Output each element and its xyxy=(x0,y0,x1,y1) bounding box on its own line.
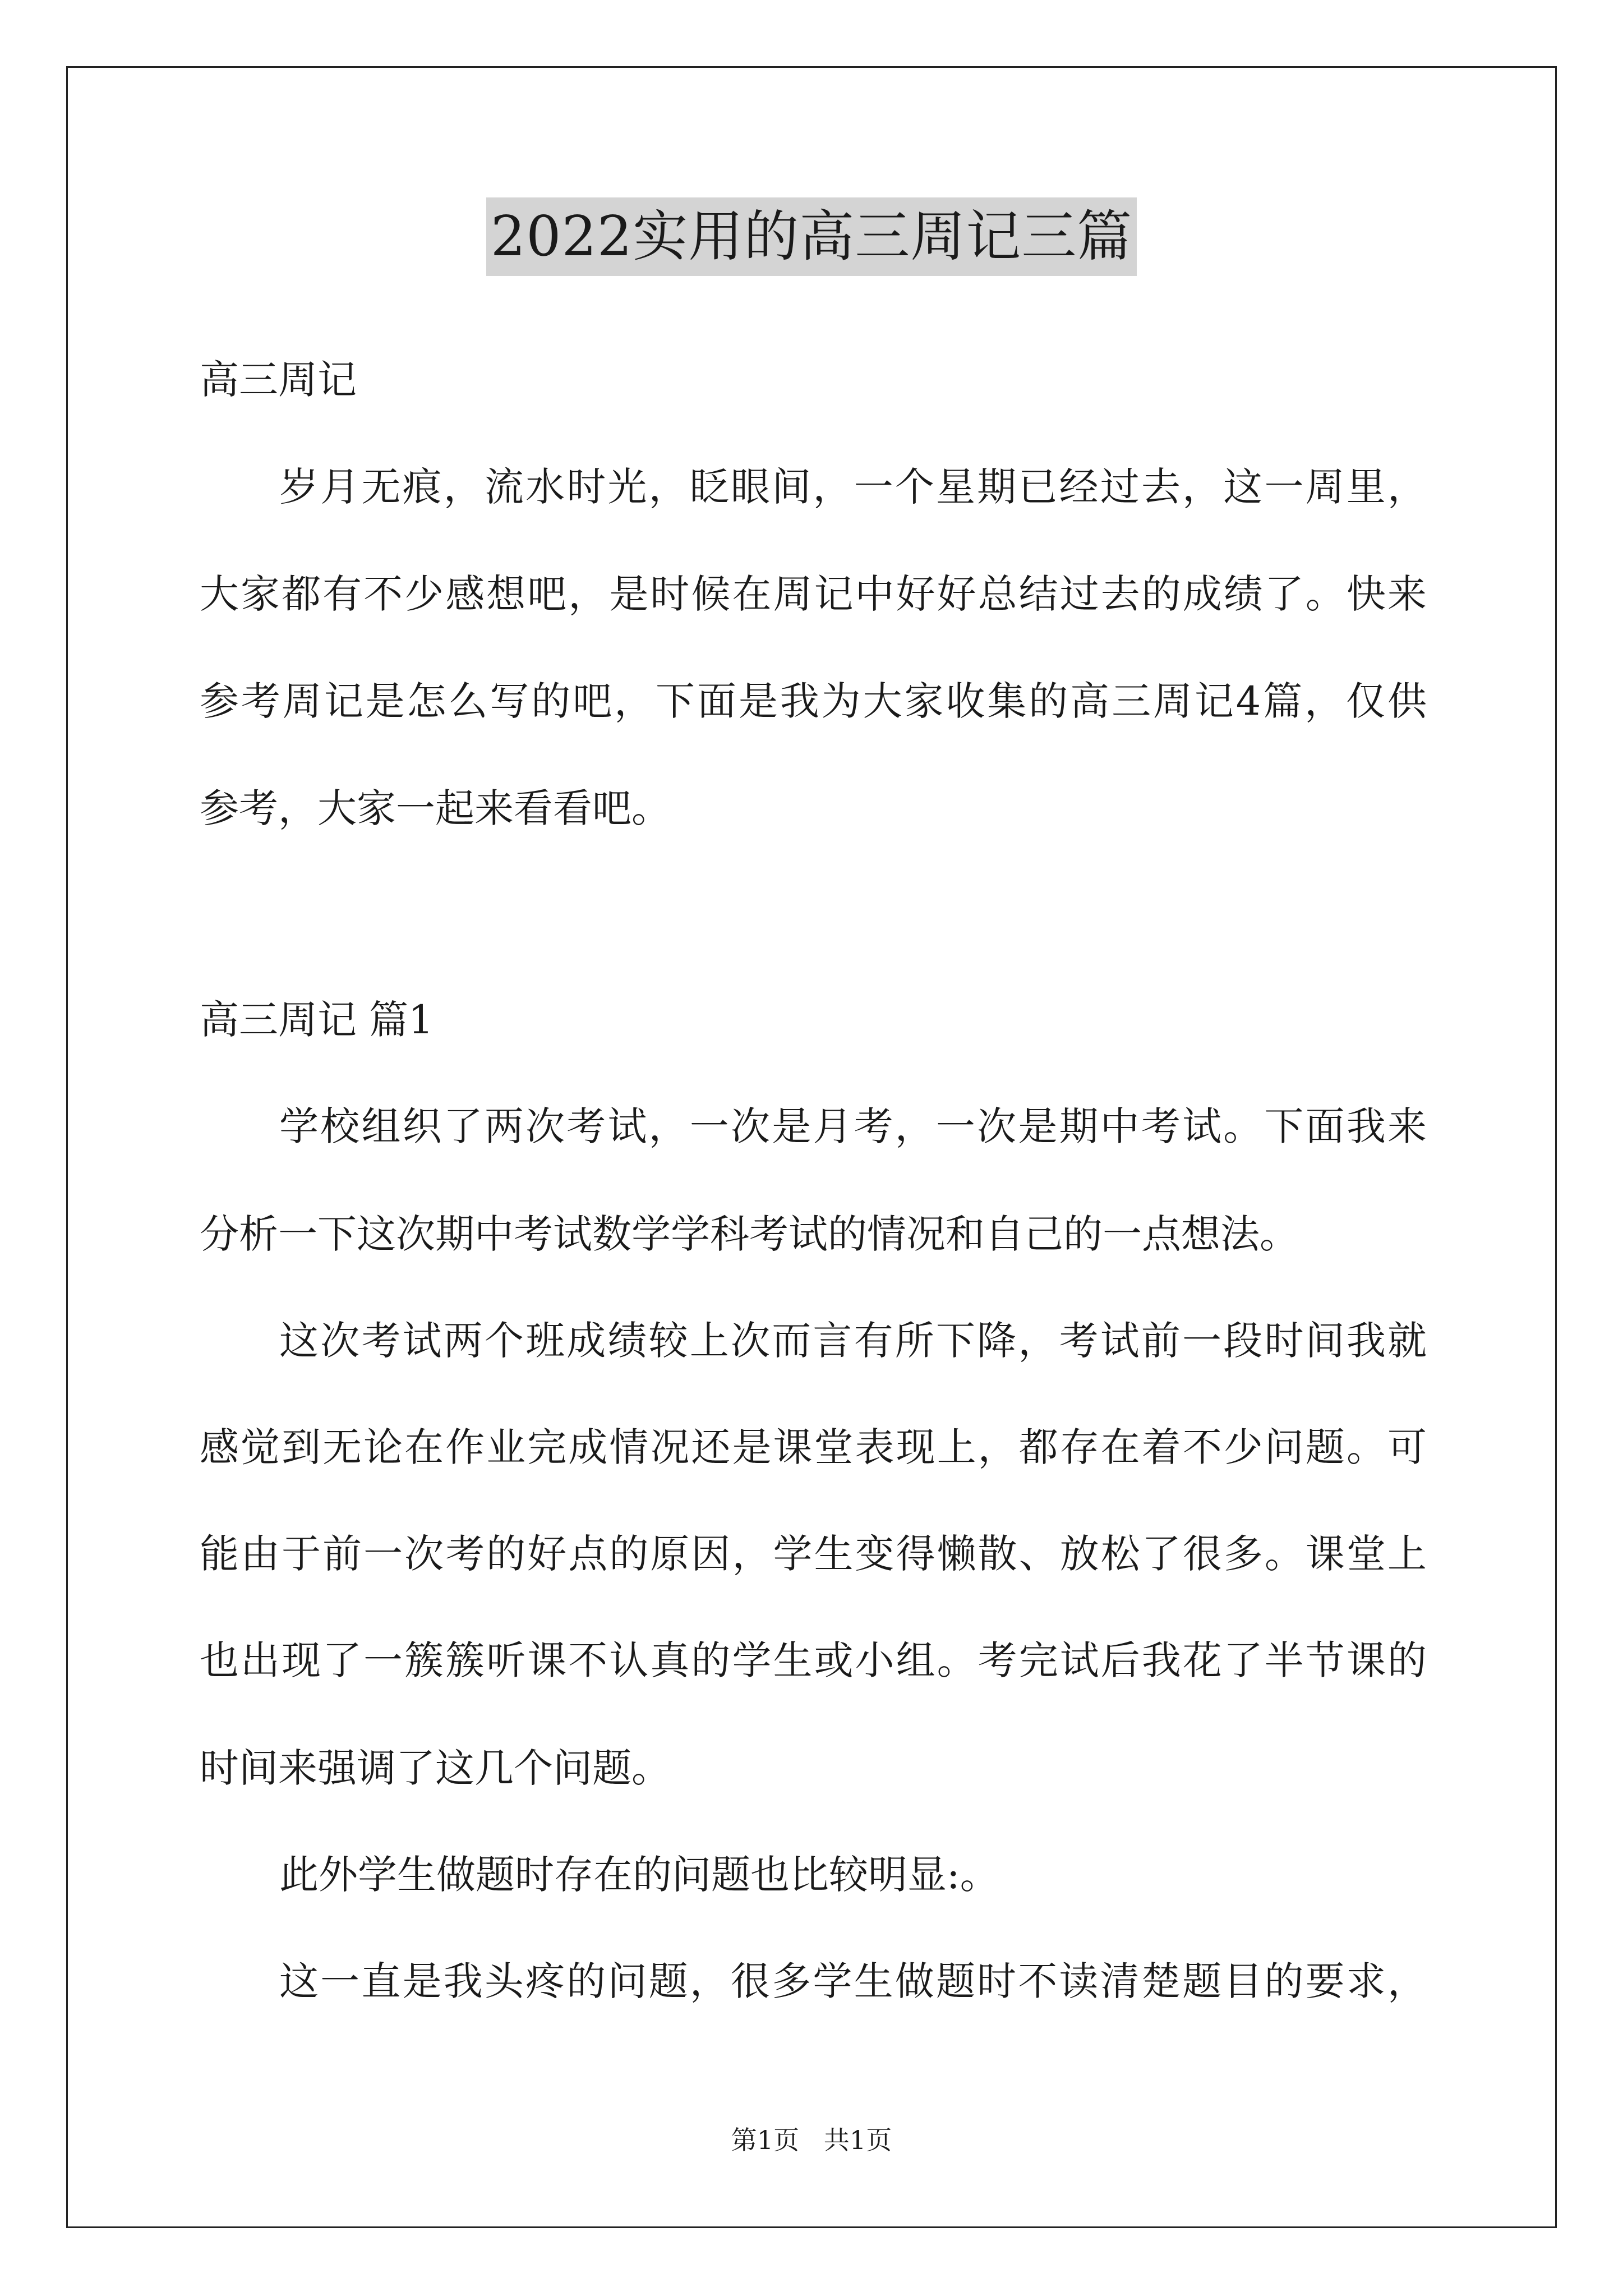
paragraph-line: 也出现了一簇簇听课不认真的学生或小组。考完试后我花了半节课的 xyxy=(200,1637,1427,1683)
paragraph-line: 岁月无痕，流水时光，眨眼间，一个星期已经过去，这一周里， xyxy=(279,464,1427,510)
paragraph-line: 分析一下这次期中考试数学学科考试的情况和自己的一点想法。 xyxy=(200,1211,1299,1257)
paragraph-line: 这次考试两个班成绩较上次而言有所下降，考试前一段时间我就 xyxy=(279,1318,1427,1364)
paragraph-line: 这一直是我头疼的问题，很多学生做题时不读清楚题目的要求， xyxy=(279,1958,1427,2004)
paragraph-line: 大家都有不少感想吧，是时候在周记中好好总结过去的成绩了。快来 xyxy=(200,571,1427,617)
section-heading: 高三周记 篇1 xyxy=(200,997,434,1043)
page-footer: 第1页 共1页 xyxy=(731,2125,892,2155)
title-container xyxy=(0,197,1623,276)
paragraph-line: 时间来强调了这几个问题。 xyxy=(200,1745,671,1791)
paragraph-line: 此外学生做题时存在的问题也比较明显:。 xyxy=(279,1852,999,1898)
section-heading: 高三周记 xyxy=(200,357,357,403)
paragraph-line: 参考，大家一起来看看吧。 xyxy=(200,785,671,831)
document-title: 2022实用的高三周记三篇 xyxy=(486,197,1137,276)
paragraph-line: 学校组织了两次考试，一次是月考，一次是期中考试。下面我来 xyxy=(279,1103,1427,1149)
paragraph-line: 感觉到无论在作业完成情况还是课堂表现上，都存在着不少问题。可 xyxy=(200,1424,1427,1470)
paragraph-line: 参考周记是怎么写的吧，下面是我为大家收集的高三周记4篇，仅供 xyxy=(200,678,1427,724)
paragraph-line: 能由于前一次考的好点的原因，学生变得懒散、放松了很多。课堂上 xyxy=(200,1531,1427,1577)
